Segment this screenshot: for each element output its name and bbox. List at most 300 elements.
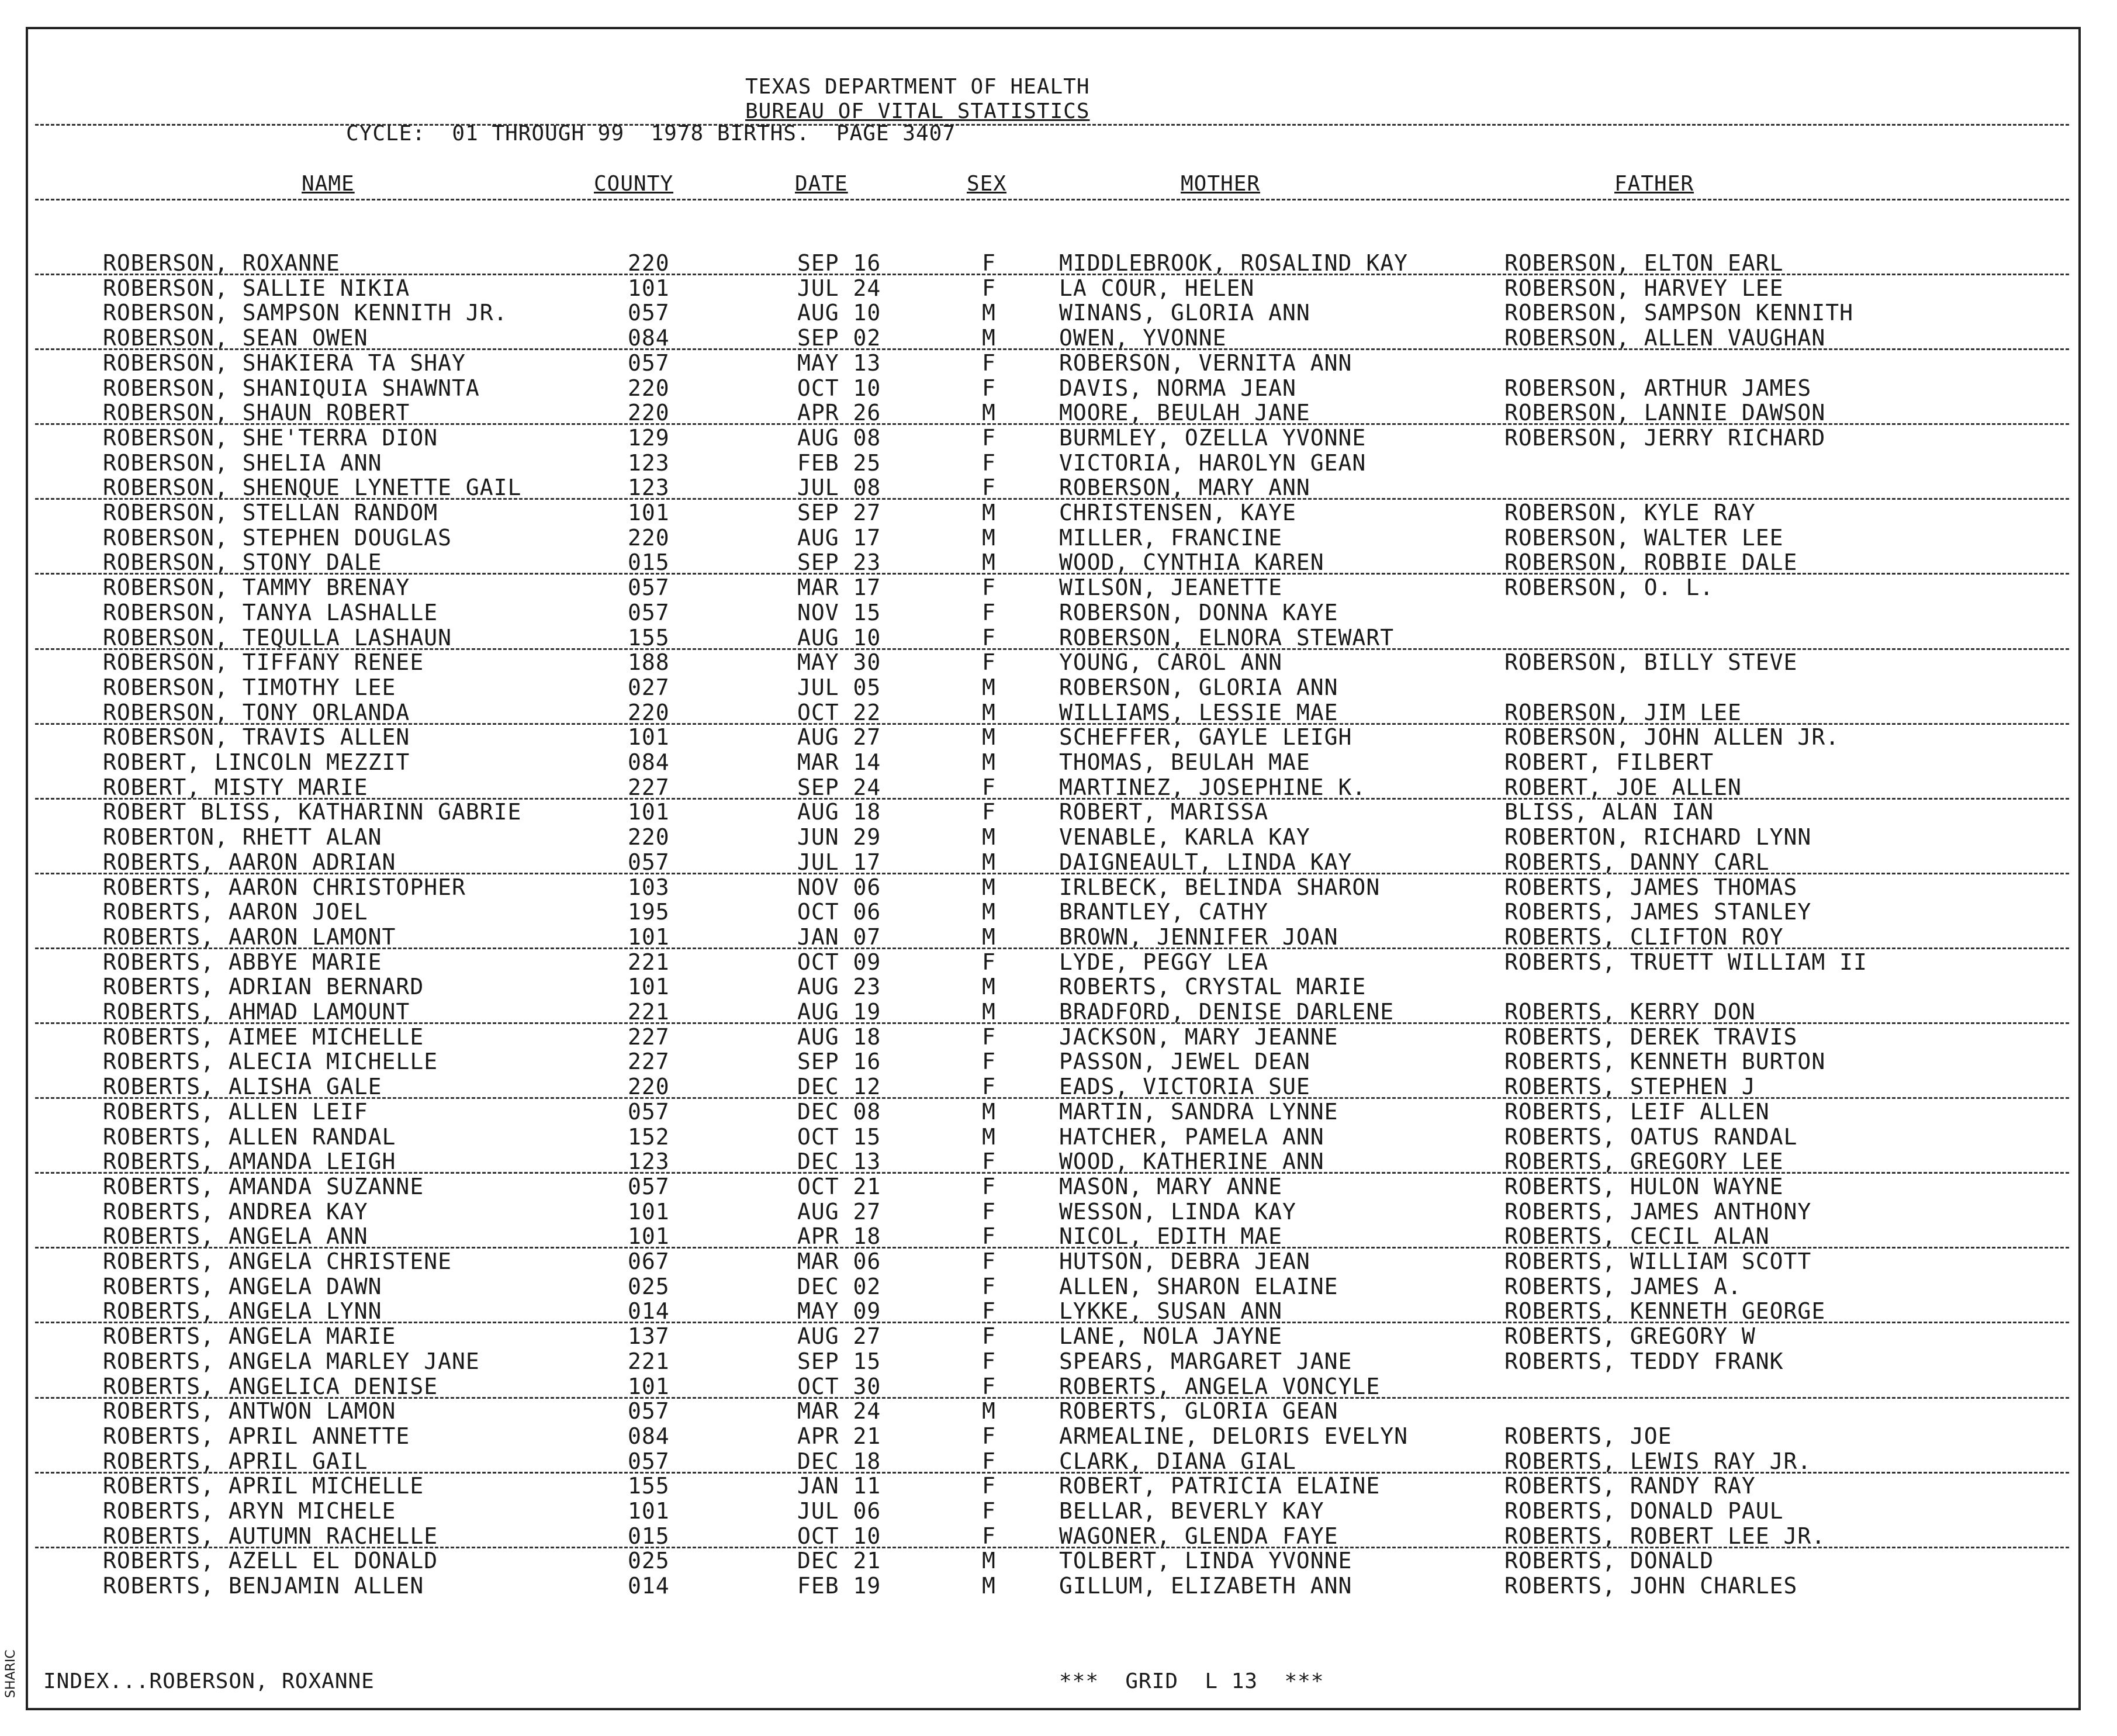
record-mother: OWEN, YVONNE xyxy=(1059,325,1227,351)
record-mother: ROBERSON, MARY ANN xyxy=(1059,475,1310,501)
record-name: ROBERSON, STEPHEN DOUGLAS xyxy=(103,524,452,551)
record-county: 123 xyxy=(628,1149,670,1175)
record-date: JUN 29 xyxy=(797,824,881,850)
table-row xyxy=(0,1423,2117,1448)
table-row xyxy=(0,874,2117,899)
record-mother: HATCHER, PAMELA ANN xyxy=(1059,1123,1324,1150)
record-name: ROBERTS, ANGELA CHRISTENE xyxy=(103,1249,452,1274)
record-name: ROBERTS, AMANDA LEIGH xyxy=(103,1149,396,1175)
record-name: ROBERTS, ALECIA MICHELLE xyxy=(103,1049,438,1075)
table-row xyxy=(0,1374,2117,1398)
record-sex: F xyxy=(982,1173,996,1199)
record-father: ROBERTS, JAMES A. xyxy=(1504,1273,1742,1299)
record-mother: SCHEFFER, GAYLE LEIGH xyxy=(1059,724,1352,751)
record-name: ROBERT BLISS, KATHARINN GABRIE xyxy=(103,799,522,825)
record-date: AUG 27 xyxy=(797,724,881,751)
record-county: 220 xyxy=(628,824,670,850)
record-county: 015 xyxy=(628,1523,670,1549)
table-row xyxy=(0,1448,2117,1473)
record-date: OCT 09 xyxy=(797,949,881,975)
record-date: APR 18 xyxy=(797,1223,881,1250)
table-row xyxy=(0,350,2117,375)
record-name: ROBERSON, STELLAN RANDOM xyxy=(103,500,438,525)
record-mother: ROBERSON, VERNITA ANN xyxy=(1059,350,1352,376)
record-date: AUG 10 xyxy=(797,300,881,326)
record-county: 101 xyxy=(628,924,670,950)
record-name: ROBERSON, TANYA LASHALLE xyxy=(103,599,438,625)
table-row xyxy=(0,450,2117,475)
record-sex: F xyxy=(982,1373,996,1399)
record-sex: M xyxy=(982,524,996,551)
record-father: ROBERSON, JOHN ALLEN JR. xyxy=(1504,724,1840,751)
record-sex: F xyxy=(982,1223,996,1250)
record-date: DEC 08 xyxy=(797,1098,881,1125)
record-date: DEC 18 xyxy=(797,1448,881,1474)
record-mother: WESSON, LINDA KAY xyxy=(1059,1198,1296,1225)
record-sex: M xyxy=(982,1398,996,1424)
record-father: ROBERTS, DANNY CARL xyxy=(1504,849,1770,875)
table-row xyxy=(0,649,2117,674)
record-name: ROBERSON, TONY ORLANDA xyxy=(103,699,410,725)
record-sex: F xyxy=(982,275,996,301)
record-county: 057 xyxy=(628,350,670,376)
record-sex: F xyxy=(982,424,996,451)
record-date: MAY 30 xyxy=(797,649,881,676)
record-name: ROBERTS, BENJAMIN ALLEN xyxy=(103,1573,424,1599)
table-row xyxy=(0,625,2117,649)
record-mother: NICOL, EDITH MAE xyxy=(1059,1223,1283,1250)
table-row xyxy=(0,575,2117,599)
table-row xyxy=(0,700,2117,724)
record-name: ROBERTS, AARON CHRISTOPHER xyxy=(103,874,466,900)
table-row xyxy=(0,824,2117,849)
table-row xyxy=(0,300,2117,324)
record-mother: DAVIS, NORMA JEAN xyxy=(1059,375,1296,401)
record-name: ROBERTS, APRIL ANNETTE xyxy=(103,1423,410,1449)
record-date: OCT 21 xyxy=(797,1173,881,1199)
record-date: JUL 17 xyxy=(797,849,881,875)
record-mother: WOOD, KATHERINE ANN xyxy=(1059,1149,1324,1175)
record-sex: M xyxy=(982,1123,996,1150)
record-sex: M xyxy=(982,400,996,426)
record-sex: F xyxy=(982,1348,996,1374)
record-father: ROBERTS, CLIFTON ROY xyxy=(1504,924,1784,950)
side-label: SHARIC xyxy=(4,1649,18,1698)
record-mother: YOUNG, CAROL ANN xyxy=(1059,649,1283,676)
record-father: ROBERSON, JERRY RICHARD xyxy=(1504,424,1826,451)
record-sex: M xyxy=(982,1098,996,1125)
record-mother: ROBERTS, CRYSTAL MARIE xyxy=(1059,974,1367,1000)
record-sex: F xyxy=(982,575,996,601)
record-county: 057 xyxy=(628,575,670,601)
record-county: 220 xyxy=(628,699,670,725)
record-county: 220 xyxy=(628,375,670,401)
record-mother: ROBERSON, ELNORA STEWART xyxy=(1059,624,1395,651)
table-row xyxy=(0,425,2117,449)
record-sex: M xyxy=(982,899,996,925)
record-date: AUG 27 xyxy=(797,1198,881,1225)
record-county: 227 xyxy=(628,774,670,800)
record-sex: M xyxy=(982,874,996,900)
record-county: 123 xyxy=(628,475,670,501)
record-county: 025 xyxy=(628,1548,670,1574)
record-mother: CLARK, DIANA GIAL xyxy=(1059,1448,1296,1474)
record-sex: F xyxy=(982,475,996,501)
table-row xyxy=(0,500,2117,524)
record-county: 103 xyxy=(628,874,670,900)
record-county: 129 xyxy=(628,424,670,451)
record-county: 227 xyxy=(628,1023,670,1050)
col-header-name: NAME xyxy=(302,172,355,196)
record-name: ROBERSON, TEQULLA LASHAUN xyxy=(103,624,452,651)
record-name: ROBERTS, AARON JOEL xyxy=(103,899,368,925)
record-date: MAY 13 xyxy=(797,350,881,376)
record-date: SEP 27 xyxy=(797,500,881,525)
table-row xyxy=(0,849,2117,874)
record-father: ROBERTS, DONALD xyxy=(1504,1548,1714,1574)
record-father: ROBERTS, DEREK TRAVIS xyxy=(1504,1023,1798,1050)
record-father: ROBERSON, ALLEN VAUGHAN xyxy=(1504,325,1826,351)
record-date: JUL 08 xyxy=(797,475,881,501)
footer-index: INDEX...ROBERSON, ROXANNE xyxy=(43,1669,375,1693)
record-name: ROBERTS, AUTUMN RACHELLE xyxy=(103,1523,438,1549)
record-date: OCT 15 xyxy=(797,1123,881,1150)
record-mother: LYDE, PEGGY LEA xyxy=(1059,949,1269,975)
record-name: ROBERTS, ALLEN LEIF xyxy=(103,1098,368,1125)
record-sex: F xyxy=(982,1074,996,1100)
record-mother: IRLBECK, BELINDA SHARON xyxy=(1059,874,1381,900)
record-sex: M xyxy=(982,749,996,775)
record-date: FEB 19 xyxy=(797,1573,881,1599)
table-row xyxy=(0,1348,2117,1373)
record-county: 101 xyxy=(628,799,670,825)
record-sex: F xyxy=(982,1273,996,1299)
record-date: APR 26 xyxy=(797,400,881,426)
record-sex: F xyxy=(982,1498,996,1524)
record-father: ROBERSON, HARVEY LEE xyxy=(1504,275,1784,301)
record-county: 152 xyxy=(628,1123,670,1150)
record-name: ROBERTS, ARYN MICHELE xyxy=(103,1498,396,1524)
record-sex: F xyxy=(982,649,996,676)
table-row xyxy=(0,250,2117,275)
record-mother: ROBERSON, DONNA KAYE xyxy=(1059,599,1338,625)
record-mother: CHRISTENSEN, KAYE xyxy=(1059,500,1296,525)
record-mother: MOORE, BEULAH JANE xyxy=(1059,400,1310,426)
record-name: ROBERTS, ALISHA GALE xyxy=(103,1074,382,1100)
record-mother: DAIGNEAULT, LINDA KAY xyxy=(1059,849,1352,875)
record-sex: F xyxy=(982,1149,996,1175)
record-mother: ARMEALINE, DELORIS EVELYN xyxy=(1059,1423,1408,1449)
record-date: NOV 06 xyxy=(797,874,881,900)
record-county: 220 xyxy=(628,524,670,551)
record-father: ROBERSON, ELTON EARL xyxy=(1504,250,1784,276)
record-father: ROBERSON, BILLY STEVE xyxy=(1504,649,1798,676)
table-row xyxy=(0,1049,2117,1073)
record-county: 155 xyxy=(628,624,670,651)
record-sex: F xyxy=(982,1023,996,1050)
record-father: ROBERTS, KENNETH BURTON xyxy=(1504,1049,1826,1075)
record-mother: ROBERT, MARISSA xyxy=(1059,799,1269,825)
record-name: ROBERTS, AZELL EL DONALD xyxy=(103,1548,438,1574)
record-father: ROBERTS, KERRY DON xyxy=(1504,999,1756,1025)
record-sex: F xyxy=(982,599,996,625)
table-row xyxy=(0,1074,2117,1098)
record-name: ROBERSON, TIFFANY RENEE xyxy=(103,649,424,676)
col-header-mother: MOTHER xyxy=(1181,172,1261,196)
table-row xyxy=(0,1398,2117,1423)
record-county: 101 xyxy=(628,1198,670,1225)
table-row xyxy=(0,549,2117,574)
record-date: JAN 07 xyxy=(797,924,881,950)
record-mother: LYKKE, SUSAN ANN xyxy=(1059,1298,1283,1325)
record-father: ROBERTS, TRUETT WILLIAM II xyxy=(1504,949,1867,975)
table-row xyxy=(0,475,2117,499)
record-county: 014 xyxy=(628,1298,670,1325)
record-sex: F xyxy=(982,1323,996,1350)
record-name: ROBERSON, SHAKIERA TA SHAY xyxy=(103,350,466,376)
record-name: ROBERTS, ADRIAN BERNARD xyxy=(103,974,424,1000)
table-row xyxy=(0,600,2117,624)
record-father: ROBERTON, RICHARD LYNN xyxy=(1504,824,1812,850)
record-mother: VICTORIA, HAROLYN GEAN xyxy=(1059,449,1367,476)
record-father: ROBERTS, RANDY RAY xyxy=(1504,1473,1756,1499)
record-sex: F xyxy=(982,449,996,476)
record-county: 057 xyxy=(628,1448,670,1474)
table-row xyxy=(0,1199,2117,1223)
record-mother: WILSON, JEANETTE xyxy=(1059,575,1283,601)
record-mother: BROWN, JENNIFER JOAN xyxy=(1059,924,1338,950)
record-name: ROBERTS, ANGELA ANN xyxy=(103,1223,368,1250)
record-county: 227 xyxy=(628,1049,670,1075)
record-date: MAY 09 xyxy=(797,1298,881,1325)
record-sex: F xyxy=(982,799,996,825)
record-father: ROBERTS, WILLIAM SCOTT xyxy=(1504,1249,1812,1274)
record-sex: F xyxy=(982,1423,996,1449)
table-row xyxy=(0,724,2117,749)
table-row xyxy=(0,774,2117,799)
record-date: DEC 21 xyxy=(797,1548,881,1574)
table-row xyxy=(0,325,2117,350)
record-mother: BURMLEY, OZELLA YVONNE xyxy=(1059,424,1367,451)
record-sex: F xyxy=(982,1523,996,1549)
record-father: ROBERTS, DONALD PAUL xyxy=(1504,1498,1784,1524)
record-county: 220 xyxy=(628,400,670,426)
record-father: ROBERTS, OATUS RANDAL xyxy=(1504,1123,1798,1150)
record-sex: M xyxy=(982,999,996,1025)
record-county: 101 xyxy=(628,500,670,525)
record-date: OCT 06 xyxy=(797,899,881,925)
record-father: ROBERSON, ROBBIE DALE xyxy=(1504,549,1798,576)
record-father: ROBERTS, GREGORY W xyxy=(1504,1323,1756,1350)
record-name: ROBERT, MISTY MARIE xyxy=(103,774,368,800)
record-name: ROBERSON, SHENQUE LYNETTE GAIL xyxy=(103,475,522,501)
record-date: AUG 23 xyxy=(797,974,881,1000)
header-cycle: CYCLE: 01 THROUGH 99 1978 BIRTHS. PAGE 3407 xyxy=(346,122,956,146)
record-mother: MARTINEZ, JOSEPHINE K. xyxy=(1059,774,1367,800)
record-date: OCT 30 xyxy=(797,1373,881,1399)
record-sex: M xyxy=(982,325,996,351)
record-date: SEP 23 xyxy=(797,549,881,576)
record-mother: THOMAS, BEULAH MAE xyxy=(1059,749,1310,775)
record-county: 123 xyxy=(628,449,670,476)
record-sex: M xyxy=(982,699,996,725)
record-father: ROBERTS, LEWIS RAY JR. xyxy=(1504,1448,1812,1474)
record-sex: F xyxy=(982,949,996,975)
record-mother: MARTIN, SANDRA LYNNE xyxy=(1059,1098,1338,1125)
record-mother: BRADFORD, DENISE DARLENE xyxy=(1059,999,1395,1025)
divider xyxy=(35,1547,2069,1548)
record-county: 014 xyxy=(628,1573,670,1599)
record-county: 101 xyxy=(628,724,670,751)
table-row xyxy=(0,749,2117,774)
record-county: 067 xyxy=(628,1249,670,1274)
record-father: ROBERTS, GREGORY LEE xyxy=(1504,1149,1784,1175)
record-sex: F xyxy=(982,350,996,376)
record-father: ROBERTS, JOE xyxy=(1504,1423,1672,1449)
record-date: SEP 02 xyxy=(797,325,881,351)
record-name: ROBERTS, AMANDA SUZANNE xyxy=(103,1173,424,1199)
record-name: ROBERTS, AHMAD LAMOUNT xyxy=(103,999,410,1025)
record-county: 221 xyxy=(628,949,670,975)
record-name: ROBERTS, ANGELA MARLEY JANE xyxy=(103,1348,480,1374)
record-name: ROBERTS, ANGELA MARIE xyxy=(103,1323,396,1350)
table-row xyxy=(0,1523,2117,1548)
record-date: AUG 18 xyxy=(797,799,881,825)
table-row xyxy=(0,999,2117,1023)
record-sex: M xyxy=(982,724,996,751)
record-father: ROBERT, JOE ALLEN xyxy=(1504,774,1742,800)
table-row xyxy=(0,1573,2117,1597)
record-county: 057 xyxy=(628,1098,670,1125)
record-father: ROBERSON, ARTHUR JAMES xyxy=(1504,375,1812,401)
record-mother: BRANTLEY, CATHY xyxy=(1059,899,1269,925)
record-mother: ROBERTS, GLORIA GEAN xyxy=(1059,1398,1338,1424)
record-name: ROBERTS, APRIL GAIL xyxy=(103,1448,368,1474)
record-mother: ALLEN, SHARON ELAINE xyxy=(1059,1273,1338,1299)
record-date: FEB 25 xyxy=(797,449,881,476)
record-father: ROBERTS, TEDDY FRANK xyxy=(1504,1348,1784,1374)
record-sex: M xyxy=(982,849,996,875)
record-sex: F xyxy=(982,1049,996,1075)
record-father: ROBERSON, LANNIE DAWSON xyxy=(1504,400,1826,426)
record-sex: F xyxy=(982,1249,996,1274)
table-row xyxy=(0,899,2117,924)
record-sex: F xyxy=(982,375,996,401)
record-date: DEC 12 xyxy=(797,1074,881,1100)
record-father: ROBERTS, ROBERT LEE JR. xyxy=(1504,1523,1826,1549)
record-county: 195 xyxy=(628,899,670,925)
record-name: ROBERSON, SHANIQUIA SHAWNTA xyxy=(103,375,480,401)
record-sex: M xyxy=(982,974,996,1000)
record-name: ROBERTS, ABBYE MARIE xyxy=(103,949,382,975)
record-county: 084 xyxy=(628,1423,670,1449)
table-row xyxy=(0,974,2117,998)
header-title: TEXAS DEPARTMENT OF HEALTH xyxy=(745,75,1090,99)
record-sex: F xyxy=(982,250,996,276)
record-date: OCT 10 xyxy=(797,375,881,401)
record-name: ROBERTS, AIMEE MICHELLE xyxy=(103,1023,424,1050)
record-sex: F xyxy=(982,1473,996,1499)
record-date: SEP 24 xyxy=(797,774,881,800)
record-mother: LANE, NOLA JAYNE xyxy=(1059,1323,1283,1350)
table-row xyxy=(0,1249,2117,1273)
header-subtitle: BUREAU OF VITAL STATISTICS xyxy=(745,99,1090,123)
record-sex: M xyxy=(982,549,996,576)
record-sex: F xyxy=(982,1448,996,1474)
record-father: ROBERTS, STEPHEN J xyxy=(1504,1074,1756,1100)
record-county: 057 xyxy=(628,300,670,326)
record-date: AUG 19 xyxy=(797,999,881,1025)
record-county: 057 xyxy=(628,1173,670,1199)
record-mother: ROBERTS, ANGELA VONCYLE xyxy=(1059,1373,1381,1399)
record-sex: M xyxy=(982,674,996,700)
record-name: ROBERSON, ROXANNE xyxy=(103,250,340,276)
table-row xyxy=(0,1274,2117,1298)
record-county: 084 xyxy=(628,749,670,775)
record-name: ROBERTS, AARON LAMONT xyxy=(103,924,396,950)
divider xyxy=(35,124,2069,126)
table-row xyxy=(0,1024,2117,1049)
record-county: 220 xyxy=(628,250,670,276)
record-name: ROBERTS, APRIL MICHELLE xyxy=(103,1473,424,1499)
record-mother: WILLIAMS, LESSIE MAE xyxy=(1059,699,1338,725)
record-county: 025 xyxy=(628,1273,670,1299)
record-name: ROBERSON, SHE'TERRA DION xyxy=(103,424,438,451)
table-row xyxy=(0,675,2117,699)
record-date: JUL 05 xyxy=(797,674,881,700)
table-row xyxy=(0,1473,2117,1498)
table-row xyxy=(0,1099,2117,1123)
record-mother: VENABLE, KARLA KAY xyxy=(1059,824,1310,850)
table-row xyxy=(0,275,2117,300)
record-date: AUG 17 xyxy=(797,524,881,551)
divider xyxy=(35,199,2069,200)
record-sex: M xyxy=(982,824,996,850)
record-date: OCT 10 xyxy=(797,1523,881,1549)
record-name: ROBERTS, ANGELA DAWN xyxy=(103,1273,382,1299)
record-mother: MIDDLEBROOK, ROSALIND KAY xyxy=(1059,250,1408,276)
record-county: 137 xyxy=(628,1323,670,1350)
record-date: SEP 16 xyxy=(797,1049,881,1075)
record-name: ROBERSON, SAMPSON KENNITH JR. xyxy=(103,300,508,326)
record-name: ROBERTS, ANGELICA DENISE xyxy=(103,1373,438,1399)
record-name: ROBERSON, SALLIE NIKIA xyxy=(103,275,410,301)
record-father: ROBERTS, KENNETH GEORGE xyxy=(1504,1298,1826,1325)
record-name: ROBERTS, AARON ADRIAN xyxy=(103,849,396,875)
record-father: ROBERSON, WALTER LEE xyxy=(1504,524,1784,551)
record-county: 101 xyxy=(628,1223,670,1250)
record-date: JUL 06 xyxy=(797,1498,881,1524)
table-row xyxy=(0,525,2117,549)
record-name: ROBERSON, TIMOTHY LEE xyxy=(103,674,396,700)
record-father: ROBERTS, JAMES ANTHONY xyxy=(1504,1198,1812,1225)
record-father: ROBERT, FILBERT xyxy=(1504,749,1714,775)
table-row xyxy=(0,1124,2117,1149)
record-county: 057 xyxy=(628,849,670,875)
record-date: AUG 10 xyxy=(797,624,881,651)
record-name: ROBERSON, SHAUN ROBERT xyxy=(103,400,410,426)
record-mother: BELLAR, BEVERLY KAY xyxy=(1059,1498,1324,1524)
record-father: ROBERSON, JIM LEE xyxy=(1504,699,1742,725)
record-county: 221 xyxy=(628,1348,670,1374)
record-sex: F xyxy=(982,1198,996,1225)
table-row xyxy=(0,949,2117,974)
record-name: ROBERTS, ANDREA KAY xyxy=(103,1198,368,1225)
record-father: ROBERSON, O. L. xyxy=(1504,575,1714,601)
record-father: ROBERTS, JAMES STANLEY xyxy=(1504,899,1812,925)
record-mother: WINANS, GLORIA ANN xyxy=(1059,300,1310,326)
record-date: AUG 08 xyxy=(797,424,881,451)
